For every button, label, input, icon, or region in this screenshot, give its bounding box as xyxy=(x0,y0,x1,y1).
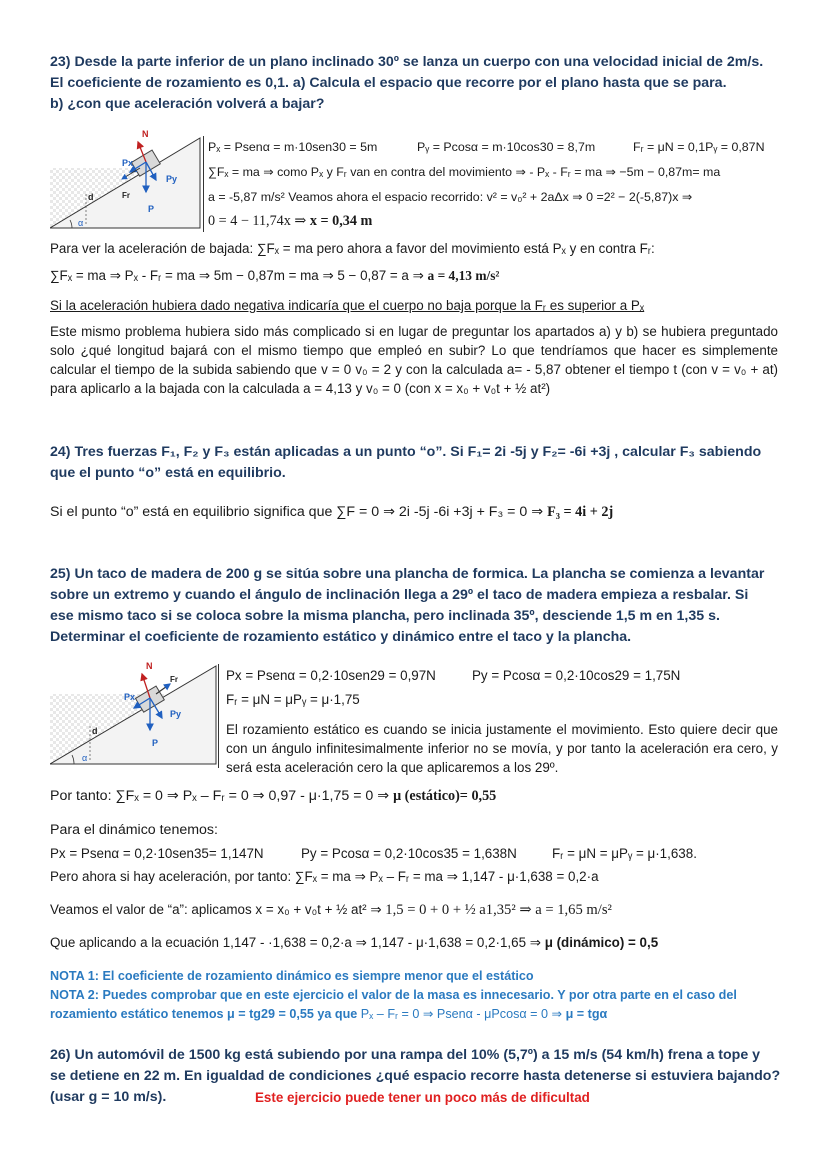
p25-dyn-px-formula: Px = Psenα = 0,2·10sen35= 1,147N xyxy=(50,846,264,861)
p23-distance-eq: 0 = 4 − 11,74x ⇒ xyxy=(208,213,310,229)
p25-fr-formula: Fᵣ = μN = μPᵧ = μ·1,75 xyxy=(226,692,360,707)
p26-question-line-2: se detiene en 22 m. En igualdad de condiciones ¿qué espacio recorre hasta detenerse si estuviera bajando? xyxy=(50,1068,781,1084)
p25-dyn-fr-formula: Fᵣ = μN = μPᵧ = μ·1,638. xyxy=(552,846,697,861)
p25-label-fr: Fr xyxy=(170,675,178,684)
p24-answer-eq: Si el punto “o” está en equilibrio significa que ∑F = 0 ⇒ 2i -5j -6i +3j + F₃ = 0 ⇒ xyxy=(50,504,548,520)
p23-label-alpha: α xyxy=(78,218,84,228)
p23-descent-intro: Para ver la aceleración de bajada: ∑Fₓ = ma pero ahora a favor del movimiento está Pₓ y en contra Fᵣ: xyxy=(50,241,655,256)
p23-label-d: d xyxy=(88,192,94,202)
p25-label-alpha: α xyxy=(82,753,88,763)
p25-label-n: N xyxy=(146,661,153,671)
p25-dyn-py-formula: Py = Pcosα = 0,2·10cos35 = 1,638N xyxy=(301,846,517,861)
p25-question-line-4: Determinar el coeficiente de rozamiento estático y dinámico entre el taco y la plancha. xyxy=(50,629,632,645)
p23-label-p: P xyxy=(148,204,155,214)
p25-dyn-sum-forces: Pero ahora si hay aceleración, por tanto: ∑Fₓ = ma ⇒ Pₓ – Fᵣ = ma ⇒ 1,147 - μ·1,638 = 0,2·a xyxy=(50,869,599,884)
p25-divider xyxy=(218,664,219,768)
p24-question-line-1: 24) Tres fuerzas F₁, F₂ y F₃ están aplicadas a un punto “o”. Si F₁= 2i -5j y F₂= -6i +3j , calcular F₃ sabiendo xyxy=(50,444,762,460)
p25-py-formula: Py = Pcosα = 0,2·10cos29 = 1,75N xyxy=(472,668,681,683)
p25-static-result: μ (estático)= 0,55 xyxy=(393,788,497,804)
p25-dyn-result-line xyxy=(50,933,658,952)
p25-note-3-eq: Pₓ – Fᵣ = 0 ⇒ Psenα - μPcosα = 0 ⇒ xyxy=(360,1007,566,1021)
p23-distance-line xyxy=(208,211,372,231)
p25-label-px: Px xyxy=(124,692,136,702)
p23-label-px: Px xyxy=(122,158,134,168)
p24-answer-result: F₃ = 4i + 2j xyxy=(547,504,614,520)
p25-label-p: P xyxy=(152,738,159,748)
p25-note-2: NOTA 2: Puedes comprobar que en este ejercicio el valor de la masa es innecesario. Y por otra parte en el caso del xyxy=(50,988,737,1002)
p25-px-formula: Px = Psenα = 0,2·10sen29 = 0,97N xyxy=(226,668,436,683)
p23-label-fr: Fr xyxy=(122,191,130,200)
p25-note-3-result: μ = tgα xyxy=(565,1007,608,1021)
p25-label-py: Py xyxy=(170,709,182,719)
p25-note-1: NOTA 1: El coeficiente de rozamiento dinámico es siempre menor que el estático xyxy=(50,969,534,983)
p23-px-formula: Pₓ = Psenα = m·10sen30 = 5m xyxy=(208,140,378,154)
p25-dyn-result-eq: Que aplicando a la ecuación 1,147 - ·1,638 = 0,2·a ⇒ 1,147 - μ·1,638 = 0,2·1,65 ⇒ xyxy=(50,935,545,950)
p25-question-line-1: 25) Un taco de madera de 200 g se sitúa sobre una plancha de formica. La plancha se comienza a levantar xyxy=(50,566,765,582)
p23-sum-forces: ∑Fₓ = ma ⇒ como Pₓ y Fᵣ van en contra del movimiento ⇒ - Pₓ - Fᵣ = ma ⇒ −5m − 0,87m= ma xyxy=(208,165,721,179)
p23-question-line-1: 23) Desde la parte inferior de un plano inclinado 30º se lanza un cuerpo con una velocidad inicial de 2m/s. xyxy=(50,54,764,70)
p23-label-py: Py xyxy=(166,174,178,184)
p25-incline-diagram xyxy=(50,660,218,768)
p26-difficulty-note: Este ejercicio puede tener un poco más de dificultad xyxy=(255,1090,590,1105)
p25-dyn-acceleration-line xyxy=(50,900,612,920)
p26-question-line-1: 26) Un automóvil de 1500 kg está subiendo por una rampa del 10% (5,7º) a 15 m/s (54 km/h) frena a tope y xyxy=(50,1047,761,1063)
p25-static-eq: Por tanto: ∑Fₓ = 0 ⇒ Pₓ – Fᵣ = 0 ⇒ 0,97 - μ·1,75 = 0 ⇒ xyxy=(50,788,394,804)
p23-descent-result: a = 4,13 m/s² xyxy=(427,268,500,283)
p23-extra-paragraph: Este mismo problema hubiera sido más complicado si en lugar de preguntar los apartados a) y b) se hubiera preguntado solo ¿qué longitud bajará con el mismo tiempo que empleó en subir? Lo que tendríamos que hacer es simplemente calcular el tiempo de la subida sabiendo que v = 0 v₀ = 2 y con la calculada a= - 5,87 obtener el tiempo t (con v = v₀ + at) para aplicarlo a la bajada con la calculada a = 4,13 y v₀ = 0 (con x = x₀ + v₀t + ½ at²) xyxy=(50,324,778,396)
p25-dyn-acc-eq: Veamos el valor de “a”: aplicamos x = x₀ + v₀t + ½ at² ⇒ xyxy=(50,902,386,917)
p23-label-n: N xyxy=(142,129,149,139)
p23-distance-result: x = 0,34 m xyxy=(309,213,373,229)
p23-descent-eq: ∑Fₓ = ma ⇒ Pₓ - Fᵣ = ma ⇒ 5m − 0,87m = ma ⇒ 5 − 0,87 = a ⇒ xyxy=(50,268,428,283)
p25-static-result-line xyxy=(50,786,496,806)
p25-note-3 xyxy=(50,1005,607,1024)
p23-py-formula: Pᵧ = Pcosα = m·10cos30 = 8,7m xyxy=(417,140,596,154)
p25-note-3-text: rozamiento estático tenemos μ = tg29 = 0,55 ya que xyxy=(50,1007,361,1021)
p25-dynamic-title: Para el dinámico tenemos: xyxy=(50,822,218,838)
p25-dyn-result: μ (dinámico) = 0,5 xyxy=(544,935,659,950)
p23-question-line-3: b) ¿con que aceleración volverá a bajar? xyxy=(50,96,325,112)
p25-question-line-2: sobre un extremo y cuando el ángulo de inclinación llega a 29º el taco de madera empieza a resbalar. Si xyxy=(50,587,749,603)
p23-question-line-2: El coeficiente de rozamiento es 0,1. a) Calcula el espacio que recorre por el plano hasta que se para. xyxy=(50,75,727,91)
p23-incline-diagram xyxy=(50,128,202,234)
p23-descent-calc xyxy=(50,266,499,285)
p23-divider xyxy=(203,136,204,232)
p25-label-d: d xyxy=(92,726,98,736)
p24-answer xyxy=(50,502,613,522)
p23-underlined-note: Si la aceleración hubiera dado negativa indicaría que el cuerpo no baja porque la Fᵣ es superior a Pₓ xyxy=(50,298,645,313)
p23-fr-formula: Fᵣ = μN = 0,1Pᵧ = 0,87N xyxy=(633,140,765,154)
p24-question-line-2: que el punto “o” está en equilibrio. xyxy=(50,465,286,481)
p23-acceleration: a = -5,87 m/s² Veamos ahora el espacio recorrido: v² = v₀² + 2aΔx ⇒ 0 =2² − 2(-5,87)x ⇒ xyxy=(208,190,693,204)
p25-dyn-acc-result: 1,5 = 0 + 0 + ½ a1,35² ⇒ a = 1,65 m/s² xyxy=(385,902,612,918)
p25-static-paragraph: El rozamiento estático es cuando se inicia justamente el movimiento. Esto quiere decir que con un ángulo infinitesimalmente inferior no se movía, y por tanto la aceleración era cero, y será esta aceleración cero la que aplicaremos a los 29º. xyxy=(226,722,778,775)
p26-question-line-3: (usar g = 10 m/s). xyxy=(50,1089,167,1105)
p25-question-line-3: ese mismo taco si se coloca sobre la misma plancha, pero inclinada 35º, desciende 1,5 m en 1,35 s. xyxy=(50,608,720,624)
